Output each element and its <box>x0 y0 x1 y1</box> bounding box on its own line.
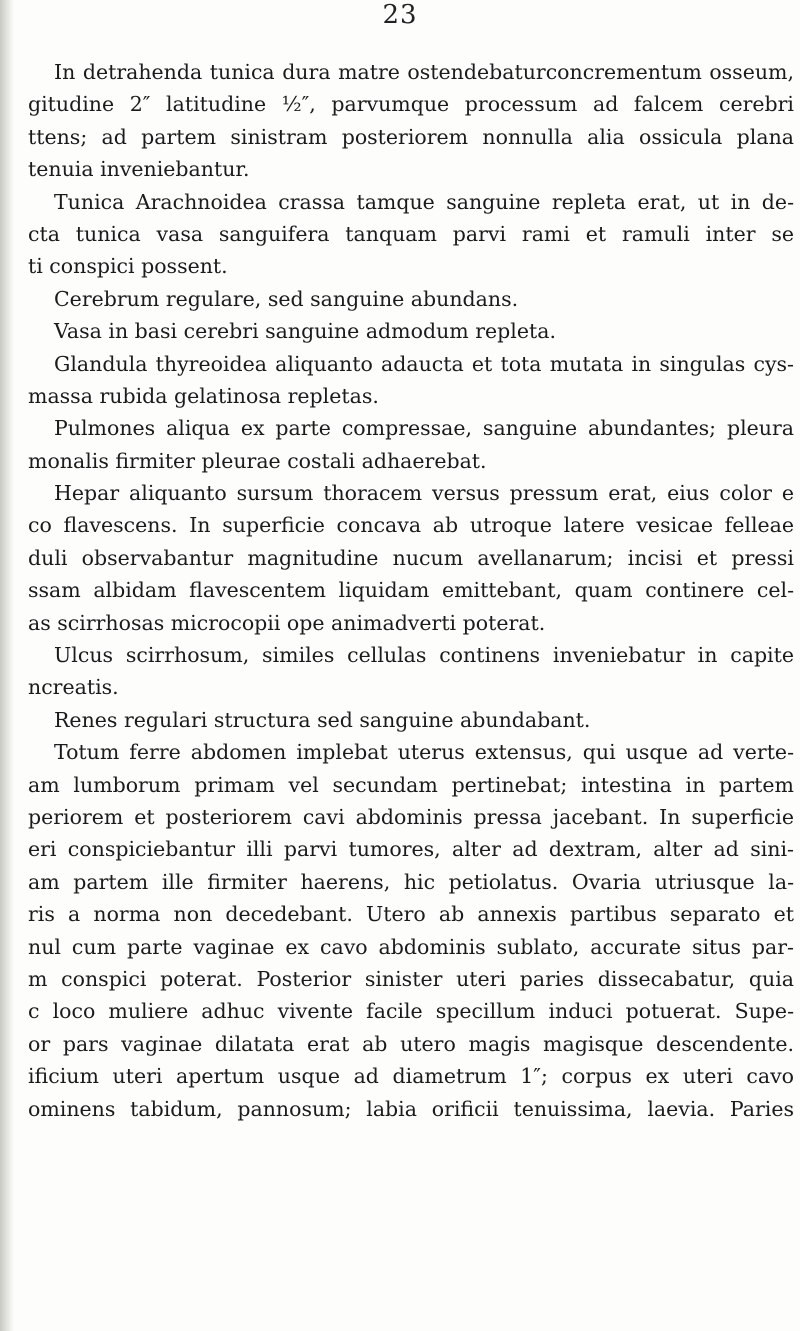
text-line: m conspici poterat. Posterior sinister uteri paries dissecabatur, quia <box>28 966 794 991</box>
text-line: duli observabantur magnitudine nucum avellanarum; incisi et pressi <box>28 545 794 570</box>
text-line: eri conspiciebantur illi parvi tumores, alter ad dextram, alter ad sini- <box>28 837 794 862</box>
text-line: In detrahenda tunica dura matre ostendebaturconcrementum osseum, <box>54 60 794 84</box>
body-text <box>28 56 794 1125</box>
page-number: 23 <box>382 0 418 30</box>
text-line: Totum ferre abdomen implebat uterus extensus, qui usque ad verte- <box>54 740 794 765</box>
text-line: ti conspici possent. <box>28 254 228 279</box>
text-line: nul cum parte vaginae ex cavo abdominis sublato, accurate situs par- <box>28 934 794 959</box>
text-line: Cerebrum regulare, sed sanguine abundans. <box>54 286 519 311</box>
text-line: co flavescens. In superficie concava ab utroque latere vesicae felleae <box>28 513 794 538</box>
text-line: Hepar aliquanto sursum thoracem versus pressum erat, eius color e <box>54 481 794 506</box>
text-line: Glandula thyreoidea aliquanto adaucta et tota mutata in singulas cys- <box>54 351 794 376</box>
text-line: ris a norma non decedebant. Utero ab annexis partibus separato et <box>28 902 794 927</box>
text-line: as scirrhosas microcopii ope animadverti poterat. <box>28 610 546 635</box>
text-line: periorem et posteriorem cavi abdominis pressa jacebant. In superficie <box>28 804 794 829</box>
text-line: ncreatis. <box>28 675 119 700</box>
text-line: am partem ille firmiter haerens, hic petiolatus. Ovaria utriusque la- <box>28 869 794 894</box>
text-line: cta tunica vasa sanguifera tanquam parvi rami et ramuli inter se <box>28 221 794 246</box>
text-line: monalis firmiter pleurae costali adhaerebat. <box>28 448 487 473</box>
text-line: gitudine 2″ latitudine ½″, parvumque processum ad falcem cerebri <box>28 92 794 117</box>
text-line: ssam albidam flavescentem liquidam emittebant, quam continere cel- <box>28 578 794 603</box>
text-line: Tunica Arachnoidea crassa tamque sanguine repleta erat, ut in de- <box>54 189 794 214</box>
text-line: ificium uteri apertum usque ad diametrum 1″; corpus ex uteri cavo <box>28 1064 794 1089</box>
text-line: Vasa in basi cerebri sanguine admodum repleta. <box>54 319 556 344</box>
text-line: am lumborum primam vel secundam pertinebat; intestina in partem <box>28 772 794 797</box>
text-line: Renes regulari structura sed sanguine abundabant. <box>54 707 591 732</box>
text-line: massa rubida gelatinosa repletas. <box>28 383 379 408</box>
text-line: tenuia inveniebantur. <box>28 157 250 182</box>
text-line: Pulmones aliqua ex parte compressae, sanguine abundantes; pleura <box>54 416 794 441</box>
text-line: or pars vaginae dilatata erat ab utero magis magisque descendente. <box>28 1031 794 1056</box>
page-binding-edge <box>0 0 14 1331</box>
text-line: Ulcus scirrhosum, similes cellulas continens inveniebatur in capite <box>54 643 794 668</box>
text-line: ttens; ad partem sinistram posteriorem nonnulla alia ossicula plana <box>28 124 794 149</box>
text-line: c loco muliere adhuc vivente facile specillum induci potuerat. Supe- <box>28 999 794 1024</box>
text-line: ominens tabidum, pannosum; labia orificii tenuissima, laevia. Paries <box>28 1096 794 1121</box>
